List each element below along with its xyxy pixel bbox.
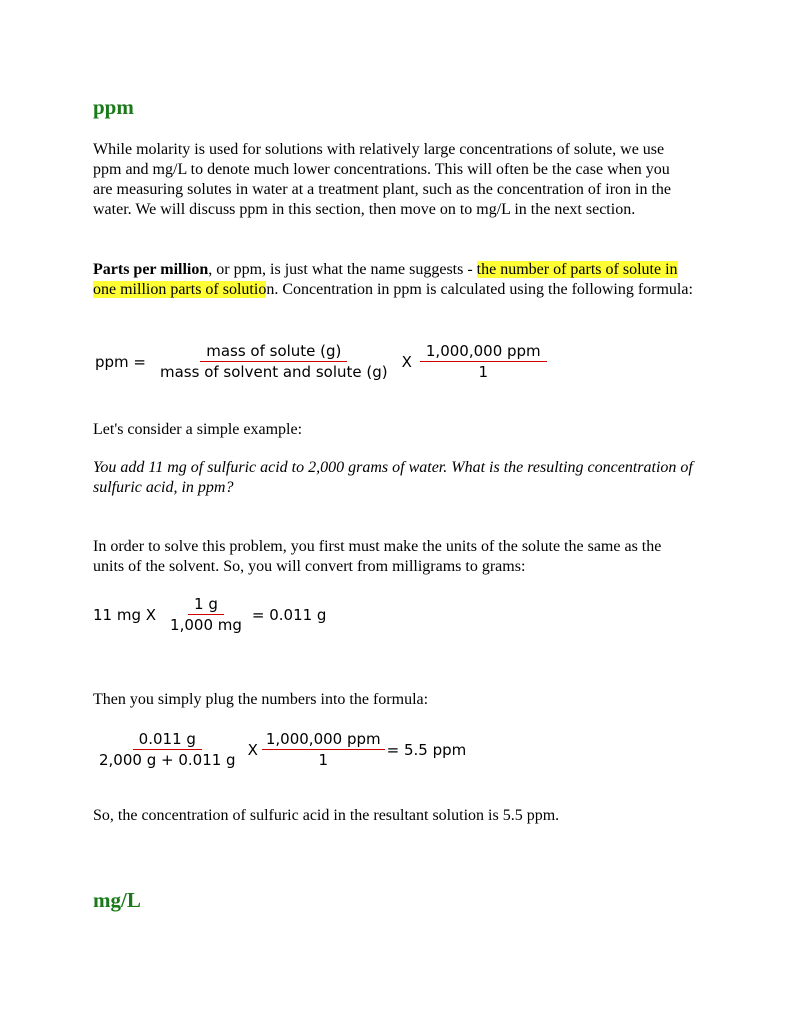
conclusion-paragraph: So, the concentration of sulfuric acid in the resultant solution is 5.5 ppm.	[93, 807, 560, 824]
formula-lhs: ppm =	[95, 352, 146, 371]
solution-factor-denominator: 1	[318, 751, 329, 769]
solution-formula	[93, 730, 466, 769]
conversion-fraction	[164, 595, 248, 634]
section-heading-mgl: mg/L	[93, 888, 141, 912]
formula-denominator: mass of solvent and solute (g)	[160, 363, 388, 381]
definition-term: Parts per million	[93, 261, 209, 278]
example-problem: You add 11 mg of sulfuric acid to 2,000 grams of water. What is the resulting concentration of sulfuric acid, in ppm?	[93, 459, 693, 496]
conversion-lhs: 11 mg X	[93, 605, 157, 624]
conversion-paragraph: In order to solve this problem, you first must make the units of the solute the same as the units of the solvent. So, you will convert from milligrams to grams:	[93, 538, 662, 575]
plug-paragraph: Then you simply plug the numbers into the formula:	[93, 691, 429, 708]
example-intro: Let's consider a simple example:	[93, 421, 303, 438]
conversion-denominator: 1,000 mg	[170, 616, 242, 634]
formula-factor-denominator: 1	[478, 363, 489, 381]
conversion-formula	[93, 595, 326, 634]
definition-text-after: n. Concentration in ppm is calculated using the following formula:	[266, 281, 693, 298]
formula-factor	[420, 342, 547, 381]
conversion-numerator: 1 g	[188, 595, 224, 615]
formula-numerator: mass of solute (g)	[200, 342, 347, 362]
solution-numerator: 0.011 g	[133, 730, 202, 750]
solution-fraction	[93, 730, 242, 769]
formula-factor-numerator: 1,000,000 ppm	[420, 342, 547, 362]
definition-highlight: the number of parts of solute in one million parts of solutio	[93, 261, 678, 298]
formula-times-sign: X	[401, 352, 412, 371]
formula-fraction	[154, 342, 394, 381]
ppm-formula	[95, 342, 551, 381]
solution-denominator: 2,000 g + 0.011 g	[99, 751, 236, 769]
section-heading-ppm: ppm	[93, 95, 134, 119]
conversion-result: = 0.011 g	[251, 605, 327, 624]
intro-paragraph: While molarity is used for solutions with relatively large concentrations of solute, we use ppm and mg/L to denote much lower concentrations. This will often be the case when you are measuring solutes in water at a treatment plant, such as the concentration of iron in the water. We will discuss ppm in this section, then move on to mg/L in the next section.	[93, 141, 672, 218]
solution-factor	[262, 730, 385, 769]
solution-result: = 5.5 ppm	[386, 740, 467, 759]
solution-factor-numerator: 1,000,000 ppm	[262, 730, 385, 750]
definition-paragraph	[93, 260, 693, 300]
definition-text-before: , or ppm, is just what the name suggests -	[208, 261, 477, 278]
solution-times-sign: X	[247, 740, 258, 759]
